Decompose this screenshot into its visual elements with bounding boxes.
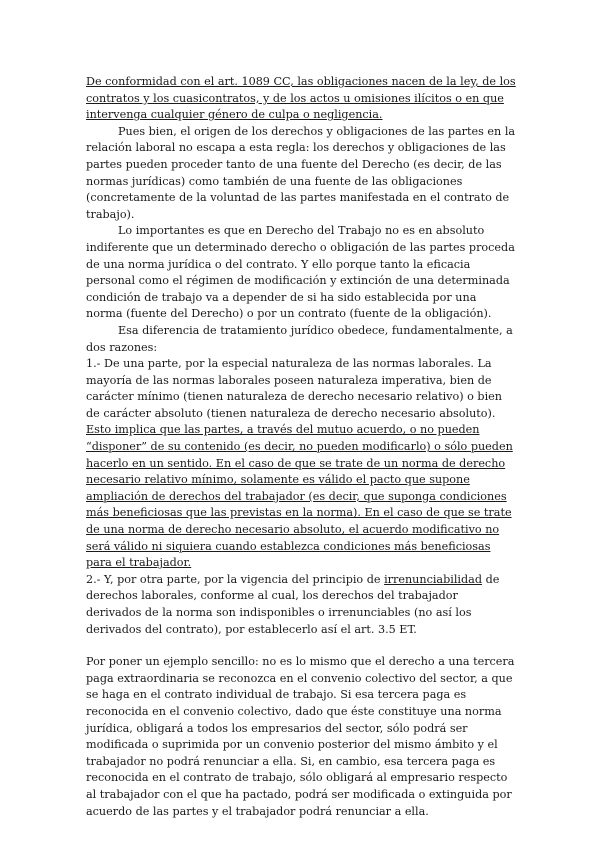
paragraph-reasons-intro: Esa diferencia de tratamiento jurídico obedece, fundamentalmente, a dos razones: bbox=[86, 323, 513, 354]
reason-one bbox=[86, 356, 516, 572]
spacer bbox=[86, 638, 516, 654]
reason-one-text: 1.- De una parte, por la especial naturaleza de las normas laborales. La mayoría de las normas laborales poseen naturaleza imperativa, bien de carácter mínimo (tienen naturaleza de derecho necesario relativo) o bien de carácter absoluto (tienen naturaleza de derecho necesario absoluto). bbox=[86, 357, 502, 420]
document-body bbox=[86, 74, 516, 820]
intro-paragraph: De conformidad con el art. 1089 CC, las obligaciones nacen de la ley, de los contratos y los cuasicontratos, y de los actos u omisiones ilícitos o en que intervenga cualquier género de culpa o negligencia. bbox=[86, 75, 516, 122]
reason-two-term: irrenunciabilidad bbox=[384, 572, 482, 586]
paragraph-origin: Pues bien, el origen de los derechos y obligaciones de las partes en la relación laboral no escapa a esta regla: los derechos y obligaciones de las partes pueden proceder tanto de una fuente del Derecho (es decir, de las normas jurídicas) como también de una fuente de las obligaciones (concretamente de la voluntad de las partes manifestada en el contrato de trabajo). bbox=[86, 124, 516, 221]
reason-two-after: de derechos laborales, conforme al cual, los derechos del trabajador derivados de la norma son indisponibles o irrenunciables (no así los derivados del contrato), por establecerlo así el art. 3.5 ET. bbox=[86, 572, 500, 636]
example-paragraph: Por poner un ejemplo sencillo: no es lo mismo que el derecho a una tercera paga extraordinaria se reconozca en el convenio colectivo del sector, a que se haga en el contrato individual de trabajo. Si esa tercera paga es reconocida en el convenio colectivo, dado que éste constituye una norma jurídica, obligará a todos los empresarios del sector, sólo podrá ser modificada o suprimida por un convenio posterior del mismo ámbito y el trabajador no podrá renunciar a ella. Si, en cambio, esa tercera paga es reconocida en el contrato de trabajo, sólo obligará al empresario respecto al trabajador con el que ha pactado, podrá ser modificada o extinguida por acuerdo de las partes y el trabajador podrá renunciar a ella. bbox=[86, 655, 515, 818]
paragraph-importance: Lo importantes es que en Derecho del Trabajo no es en absoluto indiferente que un determinado derecho o obligación de las partes proceda de una norma jurídica o del contrato. Y ello porque tanto la eficacia personal como el régimen de modificación y extinción de una determinada condición de trabajo va a depender de si ha sido establecida por una norma (fuente del Derecho) o por un contrato (fuente de la obligación). bbox=[86, 224, 515, 321]
reason-two-before: 2.- Y, por otra parte, por la vigencia del principio de bbox=[86, 572, 381, 586]
reason-one-underlined: Esto implica que las partes, a través del mutuo acuerdo, o no pueden “disponer” de su contenido (es decir, no pueden modificarlo) o sólo pueden hacerlo en un sentido. En el caso de que se trate de un norma de derecho necesario relativo mínimo, solamente es válido el pacto que supone ampliación de derechos del trabajador (es decir, que suponga condiciones más beneficiosas que las previstas en la norma). En el caso de que se trate de una norma de derecho necesario absoluto, el acuerdo modificativo no será válido ni siquiera cuando establezca condiciones más beneficiosas para el trabajador. bbox=[86, 423, 513, 570]
reason-two bbox=[86, 572, 516, 638]
